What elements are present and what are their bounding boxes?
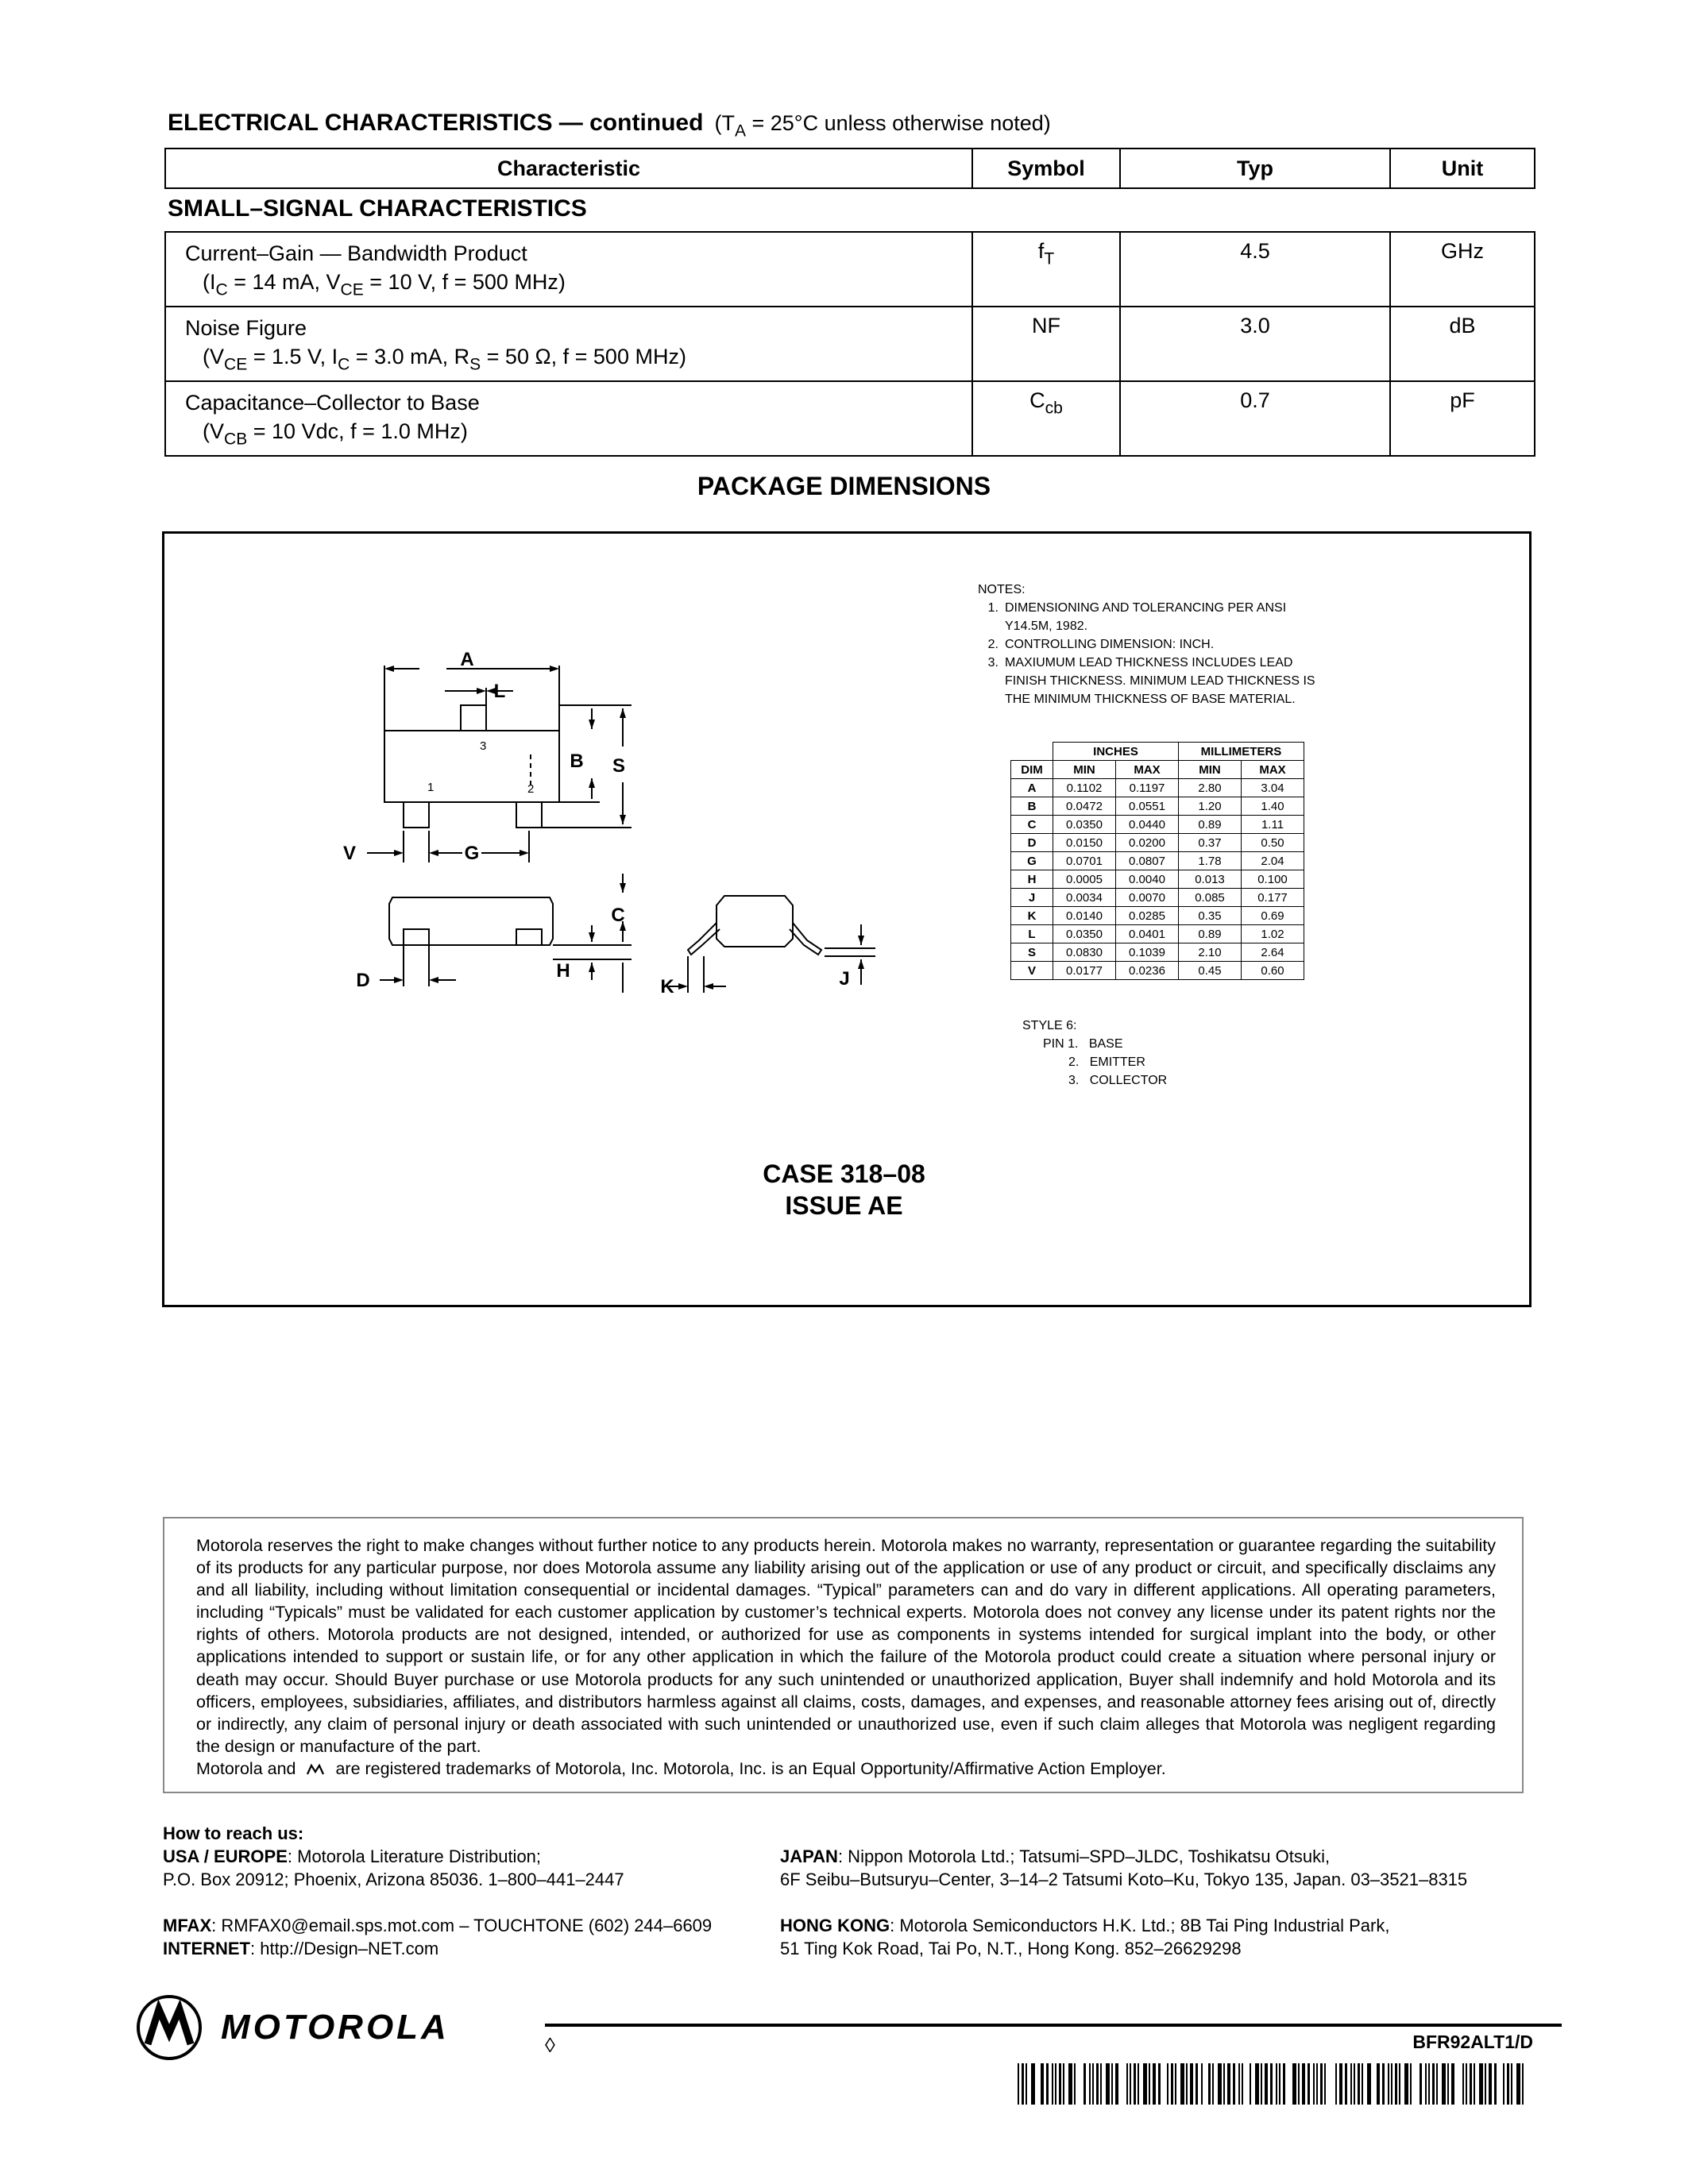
dimension-letter: H [1011,870,1053,889]
dimension-value: 2.04 [1242,852,1304,870]
dim-label-D: D [356,970,370,991]
dimension-value: 0.0285 [1116,907,1179,925]
characteristic-name: Current–Gain — Bandwidth Product [185,241,527,265]
dim-label-C: C [611,905,625,926]
dimension-value: 0.60 [1242,962,1304,980]
dimension-value: 0.50 [1242,834,1304,852]
dimension-value: 0.89 [1179,925,1242,943]
col-min: MIN [1053,761,1116,779]
table-row [165,381,1535,456]
dim-label-L: L [493,681,506,702]
diamond-mark: ◊ [545,2033,555,2057]
dimension-value: 0.0440 [1116,816,1179,834]
contact-usa-europe: USA / EUROPE: Motorola Literature Distribution; [163,1846,542,1866]
characteristic-name: Capacitance–Collector to Base [185,391,480,415]
dimension-row [1011,779,1304,797]
pin2-lead [516,802,542,828]
disclaimer-box [163,1517,1524,1793]
dimension-value: 0.69 [1242,907,1304,925]
lead-left-gullwing [688,923,720,955]
package-body-end-view [717,896,793,947]
unit-cell: GHz [1390,232,1535,307]
dim-label-G: G [464,843,480,864]
symbol-cell: $f_T$ [972,232,1120,307]
dimension-value: 0.1039 [1116,943,1179,962]
contact-usa-address: P.O. Box 20912; Phoenix, Arizona 85036. 1–800–441–2447 [163,1870,624,1889]
dimension-value: 0.1197 [1116,779,1179,797]
notes-block [978,581,1343,708]
note-item: 2. CONTROLLING DIMENSION: INCH. [987,638,1215,651]
dimension-letter: B [1011,797,1053,816]
contact-internet: INTERNET: http://Design–NET.com [163,1939,439,1958]
dimension-value: 0.0140 [1053,907,1116,925]
dimension-letter: C [1011,816,1053,834]
characteristics-header-table [164,148,1535,189]
issue-label: ISSUE AE [785,1191,903,1220]
dimension-value: 2.10 [1179,943,1242,962]
characteristic-cell [165,381,972,456]
dimension-letter: L [1011,925,1053,943]
dim-label-H: H [556,960,570,982]
dimension-row [1011,925,1304,943]
dimension-value: 0.0034 [1053,889,1116,907]
section-title: SMALL–SIGNAL CHARACTERISTICS [168,195,587,222]
dimension-value: 2.80 [1179,779,1242,797]
dimension-row [1011,943,1304,962]
col-min: MIN [1179,761,1242,779]
dimension-value: 0.0350 [1053,816,1116,834]
dimension-value: 0.0401 [1116,925,1179,943]
style-pin-row: 2. EMITTER [1068,1055,1145,1069]
style-pin-row: PIN 1. BASE [1043,1037,1123,1051]
package-body-side-view [389,897,553,945]
characteristic-cell [165,232,972,307]
dimension-value: 0.0040 [1116,870,1179,889]
dimension-value: 0.100 [1242,870,1304,889]
notes-title: NOTES: [978,583,1026,596]
contact-japan: JAPAN: Nippon Motorola Ltd.; Tatsumi–SPD–JLDC, Toshikatsu Otsuki, [780,1846,1331,1866]
lead-right-gullwing [790,923,821,955]
dimension-value: 0.0200 [1116,834,1179,852]
document-number: BFR92ALT1/D [1412,2032,1533,2052]
dimension-value: 1.20 [1179,797,1242,816]
col-characteristic: Characteristic [165,149,972,188]
dimension-value: 0.0236 [1116,962,1179,980]
col-typ: Typ [1120,149,1390,188]
dim-label-V: V [342,843,357,864]
dimension-row [1011,834,1304,852]
dimension-row [1011,797,1304,816]
pin-number-1: 1 [427,781,435,794]
dimension-value: 0.0150 [1053,834,1116,852]
col-unit: Unit [1390,149,1535,188]
note-item: 3. MAXIUMUM LEAD THICKNESS INCLUDES LEAD FINISH THICKNESS. MINIMUM LEAD THICKNESS IS THE MINIMUM THICKNESS OF BASE MATERIAL. [987,656,1315,706]
style-pin-row: 3. COLLECTOR [1068,1074,1168,1087]
dimension-value: 0.0350 [1053,925,1116,943]
dimension-value: 0.0177 [1053,962,1116,980]
test-conditions: ($V_{CB} = 10$ Vdc, f = 1.0 MHz) [203,419,468,449]
col-dim: DIM [1011,761,1053,779]
col-symbol: Symbol [972,149,1120,188]
dimension-value: 0.013 [1179,870,1242,889]
test-conditions: ($V_{CE} = 1.5$ V, $I_C = 3.0$ mA, $R_S = 50$ Ω, f = 500 MHz) [203,345,686,374]
col-max: MAX [1242,761,1304,779]
dimension-value: 0.0551 [1116,797,1179,816]
barcode-image [1018,2063,1526,2105]
dimension-letter: G [1011,852,1053,870]
dimension-value: 0.0070 [1116,889,1179,907]
dimension-row [1011,870,1304,889]
heading-conditions: ($T_A = 25^\circ C$ unless otherwise noted) [714,111,1051,141]
dimension-row [1011,816,1304,834]
footer-rule [545,2024,1562,2027]
dimension-value: 0.085 [1179,889,1242,907]
unit-cell: pF [1390,381,1535,456]
dimension-value: 3.04 [1242,779,1304,797]
typ-cell: 3.0 [1120,307,1390,381]
test-conditions: ($I_C = 14$ mA, $V_{CE} = 10$ V, f = 500 MHz) [203,270,566,299]
dimension-row [1011,889,1304,907]
symbol-cell: $C_{cb}$ [972,381,1120,456]
dimension-letter: D [1011,834,1053,852]
pin-number-3: 3 [480,739,487,753]
dimension-letter: A [1011,779,1053,797]
typ-cell: 0.7 [1120,381,1390,456]
table-row [165,307,1535,381]
contact-hong-kong-address: 51 Ting Kok Road, Tai Po, N.T., Hong Kong. 852–26629298 [780,1939,1242,1958]
pin3-lead [461,705,486,731]
dimension-letter: J [1011,889,1053,907]
pin1-lead [404,802,429,828]
case-number: CASE 318–08 [763,1160,925,1188]
dimension-value: 0.35 [1179,907,1242,925]
dimension-value: 1.02 [1242,925,1304,943]
dimension-row [1011,907,1304,925]
dimension-value: 0.45 [1179,962,1242,980]
pin-number-2: 2 [527,782,535,796]
symbol-cell: NF [972,307,1120,381]
dimension-value: 0.37 [1179,834,1242,852]
dimension-value: 0.89 [1179,816,1242,834]
dimension-letter: K [1011,907,1053,925]
style-title: STYLE 6: [1022,1019,1077,1032]
dim-label-K: K [660,976,674,997]
dimension-value: 0.0701 [1053,852,1116,870]
characteristics-table [164,231,1535,457]
col-max: MAX [1116,761,1179,779]
package-dimensions-title: PACKAGE DIMENSIONS [697,472,991,500]
note-item: 1. DIMENSIONING AND TOLERANCING PER ANSI Y14.5M, 1982. [987,601,1287,633]
unit-cell: dB [1390,307,1535,381]
dimension-letter: V [1011,962,1053,980]
dimension-row [1011,962,1304,980]
typ-cell: 4.5 [1120,232,1390,307]
dim-label-J: J [839,968,850,990]
dimension-value: 1.40 [1242,797,1304,816]
dimension-value: 0.0807 [1116,852,1179,870]
dimension-value: 0.0830 [1053,943,1116,962]
dimension-value: 0.177 [1242,889,1304,907]
characteristic-cell [165,307,972,381]
dim-label-A: A [460,649,474,670]
style-block [1022,1017,1167,1090]
group-inches: INCHES [1053,743,1179,761]
contact-hong-kong: HONG KONG: Motorola Semiconductors H.K. Ltd.; 8B Tai Ping Industrial Park, [780,1916,1390,1935]
dimension-row [1011,852,1304,870]
motorola-logo-icon [133,1992,205,2063]
dimension-value: 0.1102 [1053,779,1116,797]
motorola-wordmark: MOTOROLA [221,2008,450,2047]
dimension-value: 0.0472 [1053,797,1116,816]
contact-mfax: MFAX: RMFAX0@email.sps.mot.com – TOUCHTONE (602) 244–6609 [163,1916,713,1935]
dimension-value: 0.0005 [1053,870,1116,889]
disclaimer-text: Motorola reserves the right to make changes without further notice to any products herein. Motorola makes no warranty, representation or guarantee regarding the suitability of its products for any particular purpose, nor does Motorola assume any liability arising out of the application or use of any product or circuit, and specifically disclaims any and all liability, including without limitation consequential or incidental damages. “Typical” parameters can and do vary in different applications. All operating parameters, including “Typicals” must be validated for each customer application by customer’s technical experts. Motorola does not convey any license under its patent rights nor the rights of others. Motorola products are not designed, intended, or authorized for use as components in systems intended for surgical implant into the body, or other applications intended to support or sustain life, or for any other application in which the failure of the Motorola product could create a situation where personal injury or death may occur. Should Buyer purchase or use Motorola products for any such unintended or unauthorized application, Buyer shall indemnify and hold Motorola and its officers, employees, subsidiaries, affiliates, and distributors harmless against all claims, costs, damages, and expenses, and reasonable attorney fees arising out of, directly or indirectly, any claim of personal injury or death associated with such unintended or unauthorized use, even if such claim alleges that Motorola was negligent regarding the design or manufacture of the part. Motorola and are registered trademarks of Motorola, Inc. Motorola, Inc. is an Equal Opportunity/Affirmative Action Employer. [196,1536,1496,1778]
dimension-value: 1.11 [1242,816,1304,834]
dimension-value: 1.78 [1179,852,1242,870]
dimension-value: 2.64 [1242,943,1304,962]
contact-japan-address: 6F Seibu–Butsuryu–Center, 3–14–2 Tatsumi Koto–Ku, Tokyo 135, Japan. 03–3521–8315 [780,1870,1468,1889]
dimension-letter: S [1011,943,1053,962]
group-millimeters: MILLIMETERS [1179,743,1304,761]
heading-title: ELECTRICAL CHARACTERISTICS — continued [168,110,704,136]
dim-label-S: S [612,755,626,777]
motorola-batwing-icon [305,1763,326,1776]
characteristic-name: Noise Figure [185,316,307,340]
package-outline-drawing [326,643,898,1017]
motorola-logo [133,1992,450,2063]
table-row [165,232,1535,307]
dimensions-table [1010,742,1304,980]
dim-label-B: B [570,751,584,772]
case-label [0,1158,1688,1221]
contact-heading: How to reach us: [163,1823,304,1843]
electrical-characteristics-heading [168,110,1051,141]
